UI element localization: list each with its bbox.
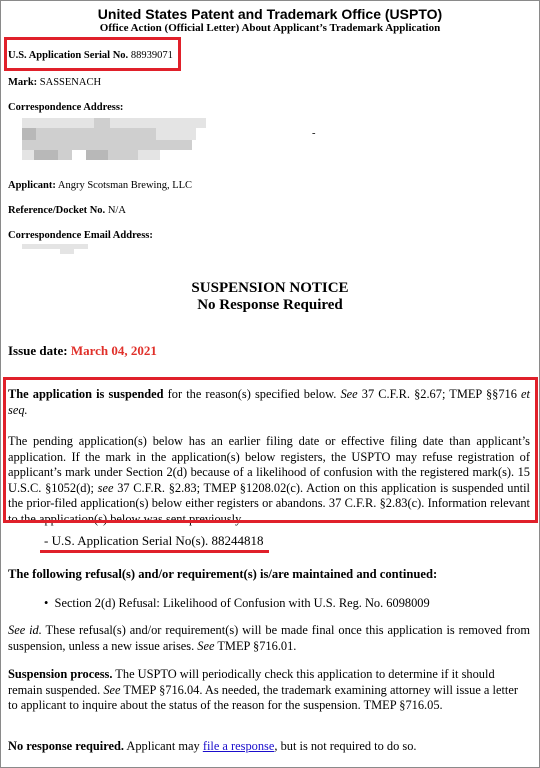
mark-label: Mark:: [8, 77, 38, 88]
suspension-p2-b: 37 C.F.R. §2.83; TMEP §1208.02(c). Action on this application is suspended until the prior-filed application(s) below either registers or abandons. 37 C.F.R. §2.83(c). Information relevant to the application(s) below was sent previously.: [8, 480, 530, 526]
no-response-paragraph: [8, 739, 530, 755]
process-see: See: [103, 682, 121, 697]
serial-label: U.S. Application Serial No.: [8, 50, 129, 61]
process-bold: Suspension process.: [8, 667, 113, 681]
see-id-cite: TMEP §716.01.: [214, 638, 297, 653]
suspension-p2-a: The pending application(s) below has an earlier filing date or effective filing date than applicant’s application. If the mark in the application(s) below registers, the USPTO may refuse registration of applicant’s mark under Section 2(d) because of a likelihood of confusion with the registered mark(s). 15 U.S.C. §1052(d);: [8, 434, 530, 495]
suspension-lead-etseq: et seq.: [8, 387, 530, 417]
docket-line: [8, 205, 126, 216]
applicant-line: [8, 180, 192, 191]
no-response-a: Applicant may: [124, 739, 203, 753]
suspension-highlight-box: [3, 377, 538, 523]
mark-value: SASSENACH: [39, 77, 102, 88]
suspension-lead-bold: The application is suspended: [8, 387, 164, 401]
email-label: Correspondence Email Address:: [8, 230, 153, 241]
applicant-label: Applicant:: [8, 180, 56, 191]
notice-title: SUSPENSION NOTICE: [191, 280, 349, 296]
suspension-p2-see: see: [97, 480, 114, 495]
email-line: [8, 230, 153, 241]
mark-line: [8, 77, 101, 88]
applicant-value: Angry Scotsman Brewing, LLC: [57, 180, 193, 191]
issue-date-label: Issue date:: [8, 343, 68, 358]
suspension-lead-rest: for the reason(s) specified below.: [163, 387, 341, 401]
no-response-bold: No response required.: [8, 739, 124, 753]
suspension-lead-see: See: [340, 387, 358, 401]
see-id-italic: See id.: [8, 623, 42, 637]
process-a: The USPTO will periodically check this application to determine if it should remain suspended.: [8, 667, 495, 697]
suspension-process-paragraph: [8, 667, 528, 714]
file-response-link[interactable]: file a response: [202, 739, 275, 753]
issue-date-line: [8, 343, 157, 359]
correspondence-label: [8, 102, 123, 113]
address-dash: -: [312, 128, 316, 139]
letter-subtitle: Office Action (Official Letter) About Applicant’s Trademark Application: [99, 22, 441, 34]
see-id-text: These refusal(s) and/or requirement(s) will be made final once this application is removed from suspension, unless a new issue arises.: [8, 623, 531, 653]
refusal-bullet: [44, 596, 430, 611]
office-title: United States Patent and Trademark Office (USPTO): [97, 6, 443, 22]
see-id-paragraph: [8, 623, 530, 654]
refusal-bullet-text: Section 2(d) Refusal: Likelihood of Confusion with U.S. Reg. No. 6098009: [54, 596, 430, 610]
issue-date: March 04, 2021: [70, 343, 157, 358]
bullet-dot: •: [44, 596, 55, 610]
correspondence-label-text: Correspondence Address:: [8, 102, 124, 113]
process-b: TMEP §716.04. As needed, the trademark examining attorney will issue a letter to applicant to inquire about the status of the reason for the suspension. TMEP §716.05.: [8, 682, 518, 712]
see-id-see: See: [197, 638, 215, 653]
refusal-heading: The following refusal(s) and/or requirement(s) is/are maintained and continued:: [8, 567, 438, 581]
docket-value: N/A: [107, 205, 126, 216]
notice-subtitle: No Response Required: [197, 297, 343, 313]
prior-serial: - U.S. Application Serial No(s). 88244818: [44, 533, 264, 548]
serial-value: 88939071: [130, 50, 173, 61]
prior-serial-underline: [40, 550, 269, 553]
no-response-b: , but is not required to do so.: [274, 739, 417, 753]
serial-highlight-box: [4, 37, 181, 71]
docket-label: Reference/Docket No.: [8, 205, 106, 216]
suspension-lead-cite: 37 C.F.R. §2.67; TMEP §§716: [357, 387, 522, 401]
